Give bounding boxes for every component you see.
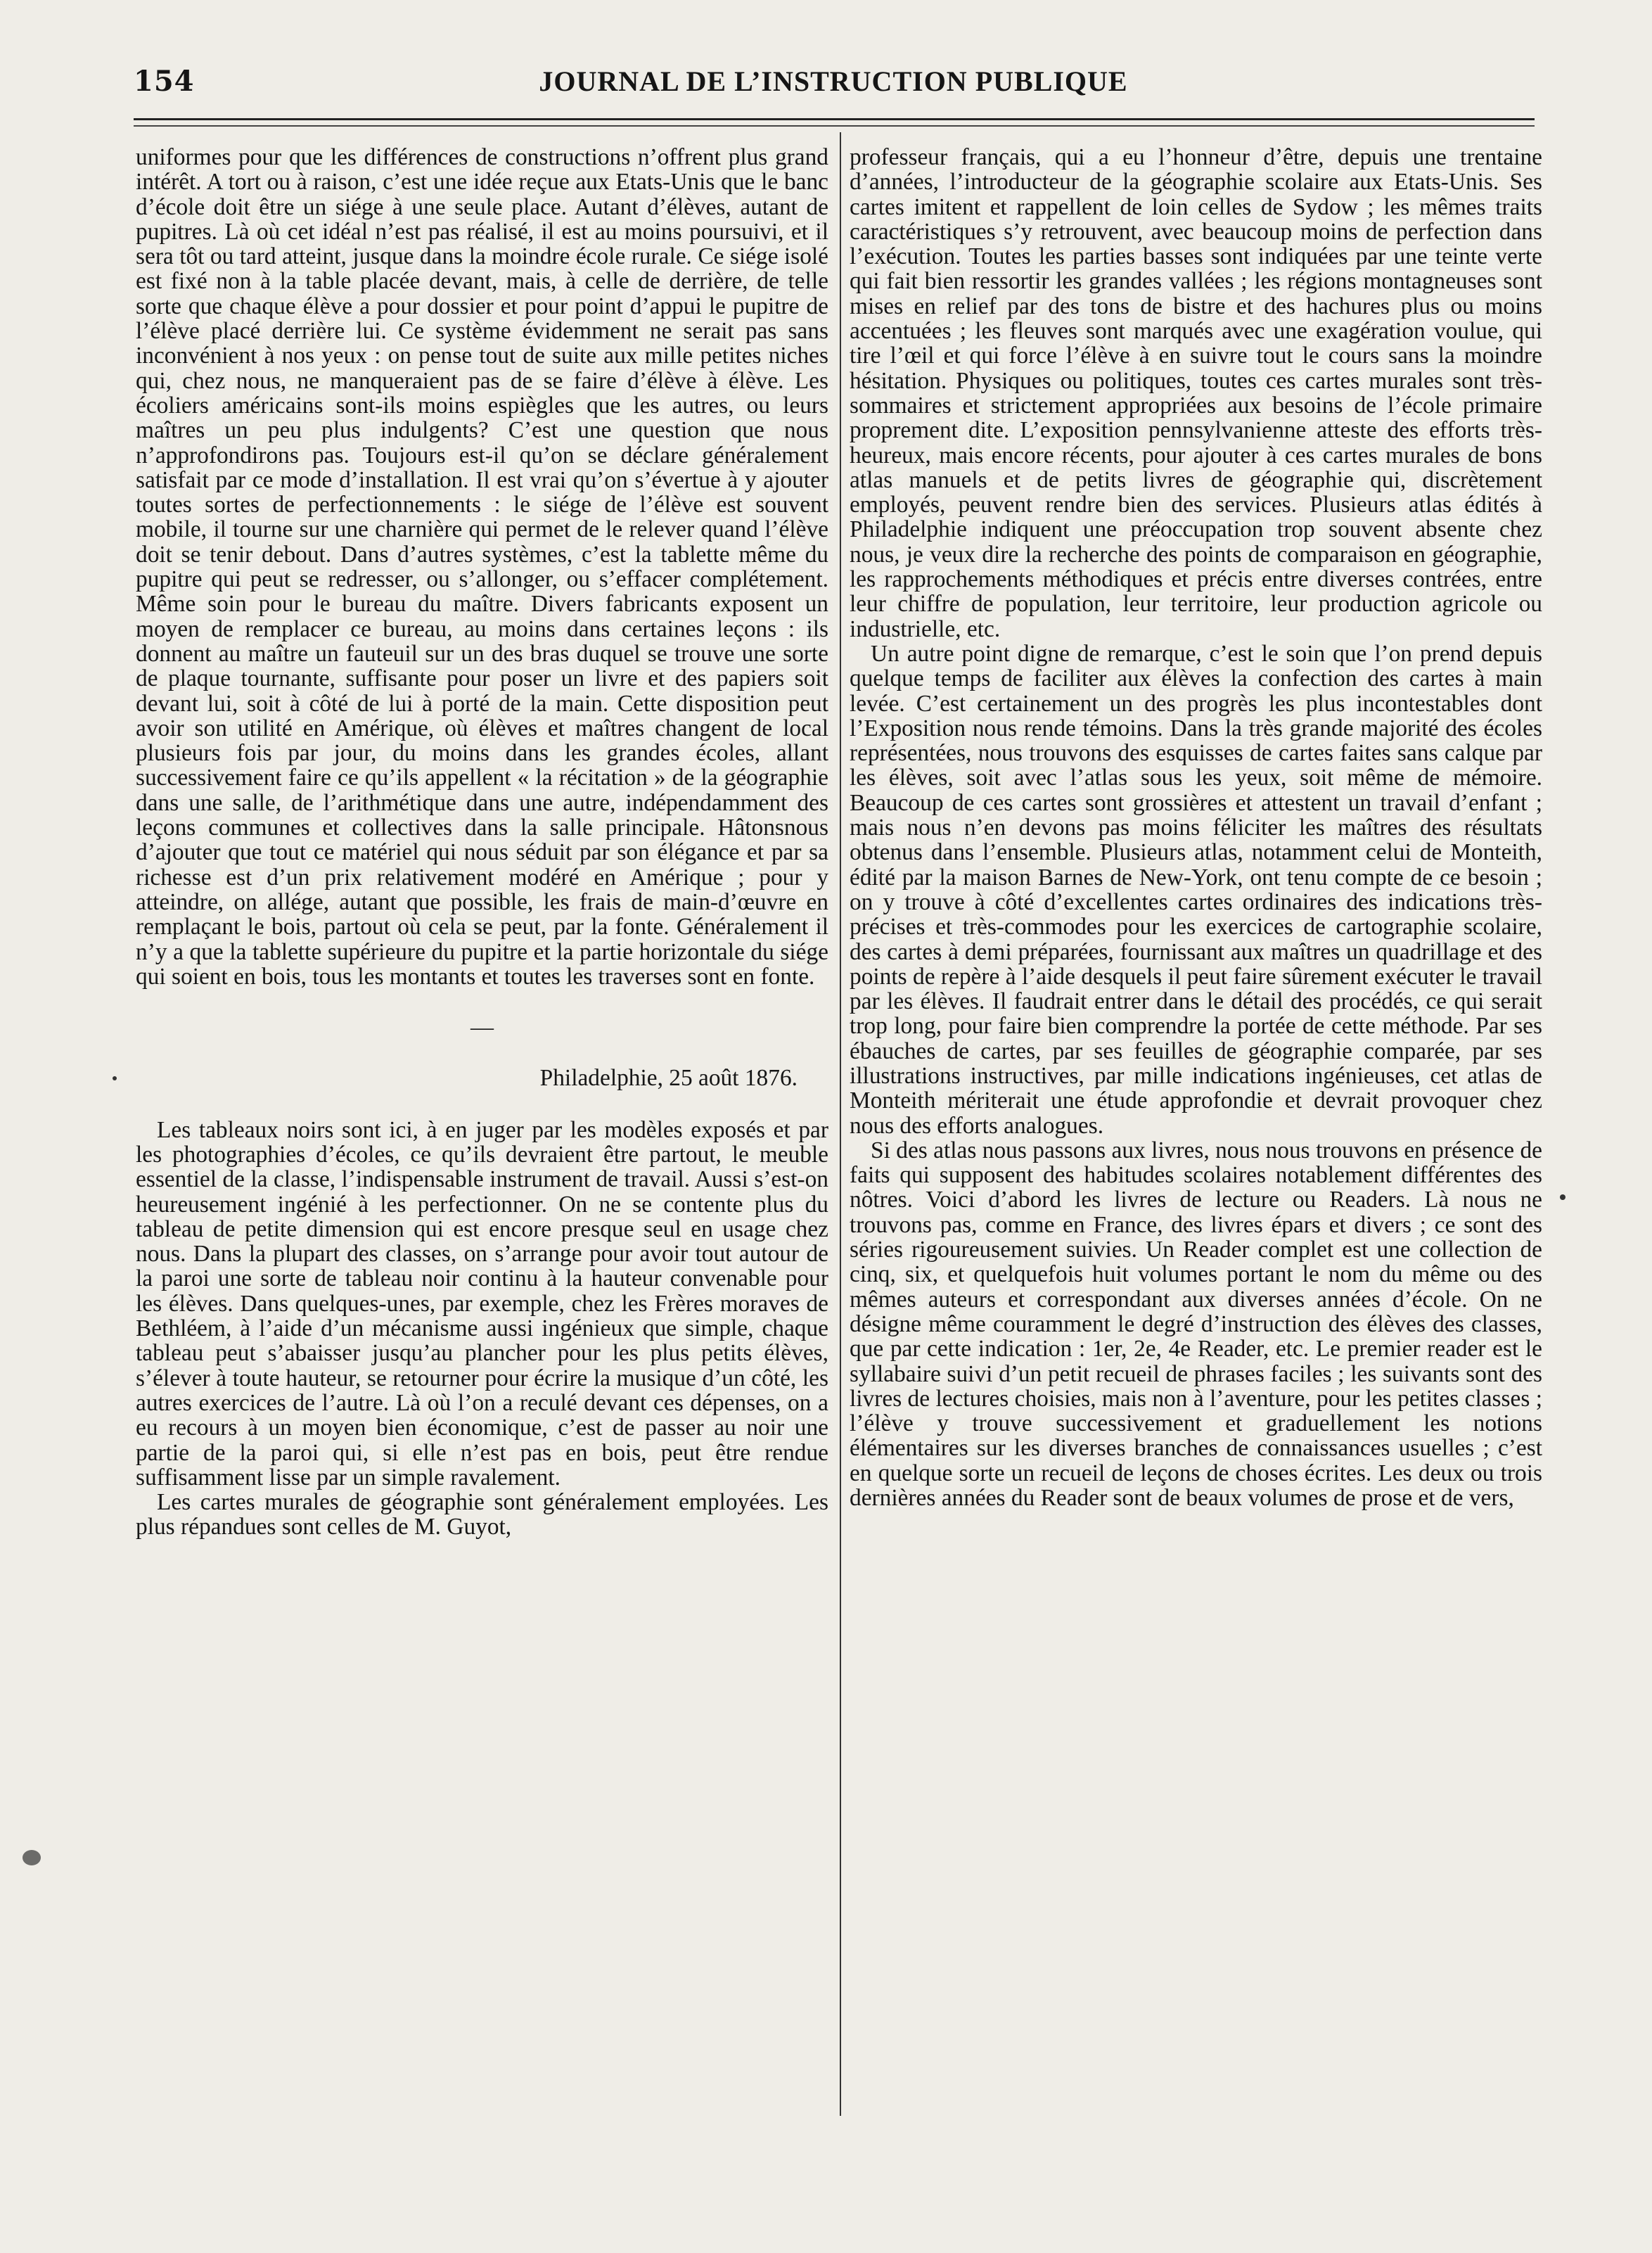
left-paragraph-1: uniformes pour que les différences de constructions n’offrent plus grand intérêt. A tort ou à raison, c’est une idée reçue aux Etats-Unis que le banc d’école doit être un siége à une seule place. Autant d’élèves, autant de pupitres. Là où cet idéal n’est pas réalisé, il est au moins poursuivi, et il sera tôt ou tard atteint, jusque dans la moindre école rurale. Ce siége isolé est fixé non à la table placée devant, mais, à celle de derrière, de telle sorte que chaque élève a pour dossier et pour point d’appui le pupitre de l’élève placé derrière lui. Ce système évidemment ne serait pas sans inconvénient à nos yeux : on pense tout de suite aux mille petites niches qui, chez nous, ne manqueraient pas de se faire d’élève à élève. Les écoliers américains sont-ils moins espiègles que les autres, ou leurs maîtres un peu plus indulgents? C’est une question que nous n’approfondirons pas. Toujours est-il qu’on se déclare généralement satisfait par ce mode d’installation. Il est vrai qu’on s’évertue à y ajouter toutes sortes de perfectionnements : le siége de l’élève est souvent mobile, il tourne sur une charnière qui permet de le relever quand l’élève doit se tenir debout. Dans d’autres systèmes, c’est la tablette même du pupitre qui peut se redresser, ou s’allonger, ou s’effacer complétement. Même soin pour le bureau du maître. Divers fabricants exposent un moyen de remplacer ce bureau, au moins dans certaines leçons : ils donnent au maître un fauteuil sur un des bras duquel se trouve une sorte de plaque tournante, suffisante pour poser un livre et des papiers soit devant lui, soit à côté de lui à porté de la main. Cette disposition peut avoir son utilité en Amérique, où élèves et maîtres changent de local plusieurs fois par jour, du moins dans les grandes écoles, allant successivement faire ce qu’ils appellent « la récitation » de la géographie dans une salle, de l’arithmétique dans une autre, indépendamment des leçons communes et collectives dans la salle principale. Hâtonsnous d’ajouter que tout ce matériel qui nous séduit par son élégance et par sa richesse est d’un prix relativement modéré en Amérique ; pour y atteindre, on allége, autant que possible, les frais de main-d’œuvre en remplaçant le bois, partout où cela se peut, par la fonte. Généralement il n’y a que la tablette supérieure du pupitre et la partie horizontale du siége qui soient en bois, tous les montants et toutes les traverses sont en fonte. <box>136 144 828 990</box>
dateline: Philadelphie, 25 août 1876. <box>539 1065 798 1092</box>
page-header <box>134 65 1533 100</box>
ink-speck <box>23 1850 41 1865</box>
column-divider <box>840 132 841 2116</box>
right-column <box>850 145 1542 1510</box>
header-rule-thin <box>134 125 1535 127</box>
left-paragraph-2: Les tableaux noirs sont ici, à en juger par les modèles exposés et par les photographies d’écoles, ce qu’ils devraient être partout, le meuble essentiel de la classe, l’indispensable instrument de travail. Aussi s’est-on heureusement ingénié à les perfectionner. On ne se contente plus du tableau de petite dimension qui est encore presque seul en usage chez nous. Dans la plupart des classes, on s’arrange pour avoir tout autour de la paroi une sorte de tableau noir continu à la hauteur convenable pour les élèves. Dans quelques-unes, par exemple, chez les Frères moraves de Bethléem, à l’aide d’un mécanisme aussi ingénieux que simple, chaque tableau peut s’abaisser jusqu’au plancher pour les plus petits élèves, s’élever à toute hauteur, se retourner pour écrire la musique d’un côté, les autres exercices de l’autre. Là où l’on a reculé devant ces dépenses, on a eu recours à un moyen bien économique, c’est de passer au noir une partie de la paroi qui, si elle n’est pas en bois, peut être rendue suffisamment lisse par un simple ravalement. <box>136 1116 828 1491</box>
header-rule <box>134 118 1535 120</box>
right-paragraph-1: professeur français, qui a eu l’honneur d’être, depuis une trentaine d’années, l’introducteur de la géographie scolaire aux Etats-Unis. Ses cartes imitent et rappellent de loin celles de Sydow ; les mêmes traits caractéristiques s’y retrouvent, avec beaucoup moins de perfection dans l’exécution. Toutes les parties basses sont indiquées par une teinte verte qui fait bien ressortir les grandes vallées ; les régions montagneuses sont mises en relief par des tons de bistre et des hachures plus ou moins accentuées ; les fleuves sont marqués avec une exagération voulue, qui tire l’œil et qui force l’élève à en suivre tout le cours sans la moindre hésitation. Physiques ou politiques, toutes ces cartes murales sont très-sommaires et strictement appropriées aux besoins de l’école primaire proprement dite. L’exposition pennsylvanienne atteste des efforts très-heureux, mais encore récents, pour ajouter à ces cartes murales de bons atlas manuels et de petits livres de géographie qui, discrètement employés, peuvent rendre bien des services. Plusieurs atlas édités à Philadelphie indiquent une préoccupation trop souvent absente chez nous, je veux dire la recherche des points de comparaison en géographie, les rapprochements méthodiques et précis entre diverses contrées, entre leur chiffre de population, leur territoire, leur production agricole ou industrielle, etc. <box>850 144 1542 642</box>
right-paragraph-3: Si des atlas nous passons aux livres, nous nous trouvons en présence de faits qui supposent des habitudes scolaires notablement différentes des nôtres. Voici d’abord les livres de lecture ou Readers. Là nous ne trouvons pas, comme en France, des livres épars et divers ; ce sont des séries rigoureusement suivies. Un Reader complet est une collection de cinq, six, et quelquefois huit volumes portant le nom du même ou des mêmes auteurs et correspondant aux diverses années d’école. On ne désigne même couramment le degré d’instruction des élèves des classes, que par cette indication : 1er, 2e, 4e Reader, etc. Le premier reader est le syllabaire suivi d’un petit recueil de phrases faciles ; les suivants sont des livres de lectures choisies, mais non à l’aventure, pour les petites classes ; l’élève y trouve successivement et graduellement les notions élémentaires sur les diverses branches de connaissances usuelles ; c’est en quelque sorte un recueil de leçons de choses écrites. Les deux ou trois dernières années du Reader sont de beaux volumes de prose et de vers, <box>850 1137 1542 1512</box>
ink-speck <box>1560 1194 1565 1200</box>
running-title: JOURNAL DE L’INSTRUCTION PUBLIQUE <box>539 65 1128 97</box>
ink-speck <box>113 1076 117 1080</box>
left-paragraph-3: Les cartes murales de géographie sont généralement employées. Les plus répandues sont celles de M. Guyot, <box>136 1489 828 1540</box>
section-separator: — <box>470 1015 494 1041</box>
right-paragraph-2: Un autre point digne de remarque, c’est le soin que l’on prend depuis quelque temps de faciliter aux élèves la confection des cartes à main levée. C’est certainement un des progrès les plus incontestables dont l’Exposition nous rende témoins. Dans la très grande majorité des écoles représentées, nous trouvons des esquisses de cartes faites sans calque par les élèves, soit avec l’atlas sous les yeux, soit même de mémoire. Beaucoup de ces cartes sont grossières et attestent un travail d’enfant ; mais nous n’en devons pas moins féliciter les maîtres des résultats obtenus dans l’ensemble. Plusieurs atlas, notamment celui de Monteith, édité par la maison Barnes de New-York, ont tenu compte de ce besoin ; on y trouve à côté d’excellentes cartes ordinaires des indications très-précises et très-commodes pour les exercices de cartographie scolaire, des cartes à demi préparées, fournissant aux maîtres un quadrillage et des points de repère à l’aide desquels il peut faire sûrement exécuter le travail par les élèves. Il faudrait entrer dans le détail des procédés, ce qui serait trop long, pour faire bien comprendre la portée de cette méthode. Par ses ébauches de cartes, par ses feuilles de géographie comparée, par ses illustrations instructives, par mille indications ingénieuses, cet atlas de Monteith mériterait une étude approfondie et devrait provoquer chez nous des efforts analogues. <box>850 640 1542 1139</box>
page-number: 154 <box>134 65 195 98</box>
left-column <box>136 145 828 1540</box>
